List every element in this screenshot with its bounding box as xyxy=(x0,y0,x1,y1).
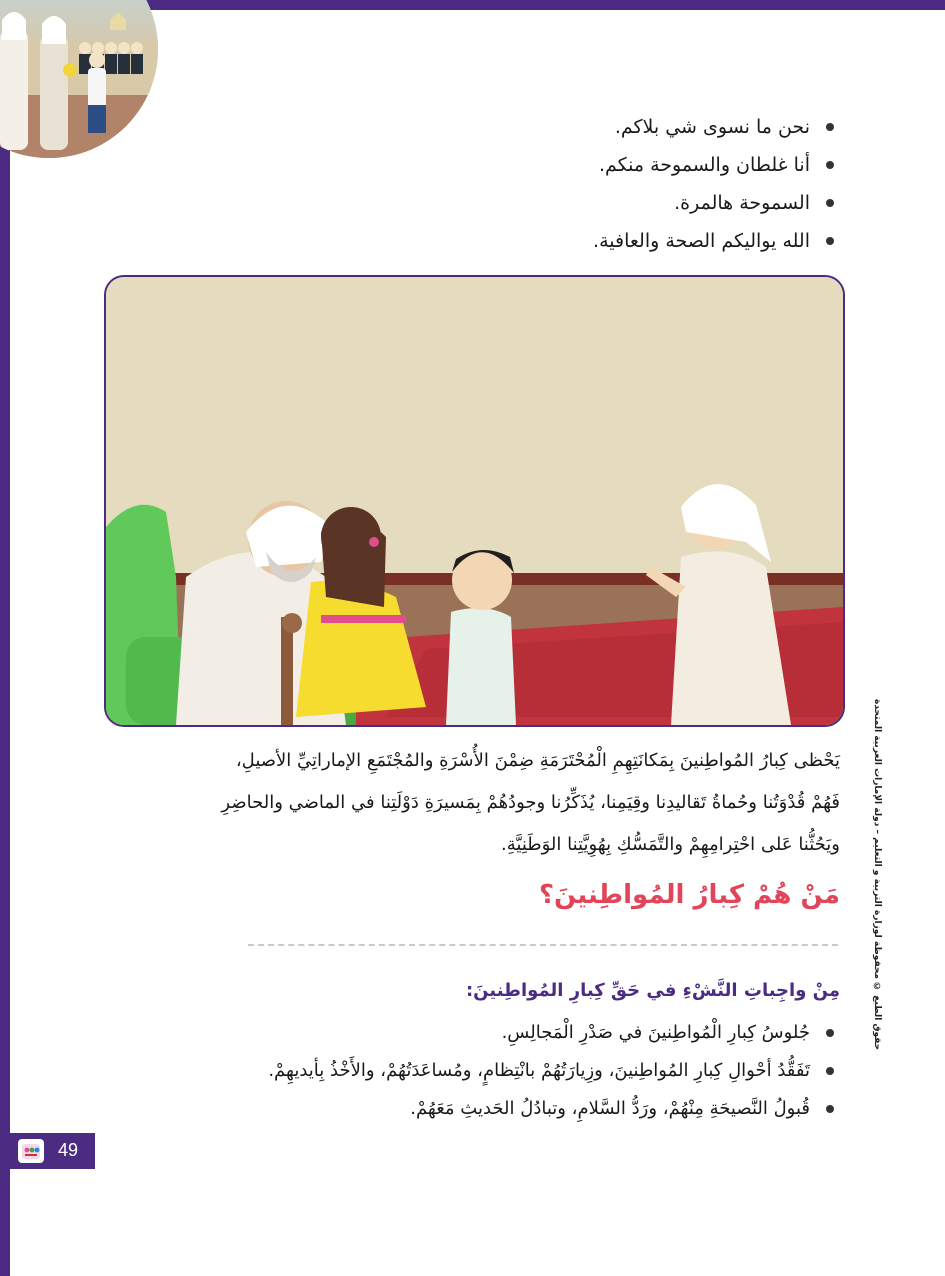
bullet-icon xyxy=(826,199,834,207)
dashed-divider xyxy=(248,944,838,946)
left-border-bar xyxy=(0,0,10,1276)
bullet-icon xyxy=(826,123,834,131)
bullet-icon xyxy=(826,1029,834,1037)
copyright-vertical-text: حقوق الطبع © محفوظة لوزارة التربية و التعليم – دولة الإمارات العربية المتحدة xyxy=(872,698,882,1050)
section-question: مَنْ هُمْ كِبارُ المُواطِنينَ؟ xyxy=(538,880,840,910)
bullet-icon xyxy=(826,161,834,169)
paragraph-line: ويَحُثُّنا عَلى احْتِرامِهِمْ والتَّمَسُّكِ بِهُوِيَّتِنا الوَطَنِيَّةِ. xyxy=(501,834,840,855)
list-item: السموحة هالمرة. xyxy=(240,184,840,222)
list-item: الله يواليكم الصحة والعافية. xyxy=(240,222,840,260)
family-illustration xyxy=(104,275,845,727)
list-item: نحن ما نسوى شي بلاكم. xyxy=(240,108,840,146)
duties-heading: مِنْ واجِباتِ النَّشْءِ في حَقِّ كِبارِ المُواطِنينَ: xyxy=(465,980,840,1001)
page-number: 49 xyxy=(58,1140,79,1160)
phrases-list xyxy=(240,108,840,260)
list-item: قُبولُ النَّصيحَةِ مِنْهُمْ، ورَدُّ السَّلامِ، وتبادُلُ الحَديثِ مَعَهُمْ. xyxy=(140,1090,840,1128)
list-item: جُلوسُ كِبارِ الْمُواطِنينَ في صَدْرِ الْمَجالِسِ. xyxy=(140,1014,840,1052)
paragraph-line: يَحْظى كِبارُ المُواطِنينَ بِمَكانَتِهِمِ الْمُحْتَرَمَةِ ضِمْنَ الأُسْرَةِ والمُجْتَمَعِ الإماراتِيِّ الأصيلِ، xyxy=(235,750,840,771)
bullet-icon xyxy=(826,1105,834,1113)
list-item: أنا غلطان والسموحة منكم. xyxy=(240,146,840,184)
list-item: تَفَقُّدُ أحْوالِ كِبارِ المُواطِنينَ، وزِيارَتُهُمْ بانْتِظامٍ، ومُساعَدَتُهُمْ، والأَخْذُ بِأيديهِمْ. xyxy=(140,1052,840,1090)
bullet-icon xyxy=(826,237,834,245)
paragraph-line: فَهُمْ قُدْوَتُنا وحُماةُ تَقاليدِنا وقِيَمِنا، يُذَكِّرُنا وجودُهُمْ بِمَسيرَةِ دَوْلَتِنا في الماضي والحاضِرِ xyxy=(221,792,840,813)
duties-list xyxy=(140,1014,840,1128)
intro-paragraph xyxy=(100,740,840,866)
ministry-logo-icon xyxy=(18,1139,44,1163)
corner-illustration xyxy=(0,0,158,158)
bullet-icon xyxy=(826,1067,834,1075)
